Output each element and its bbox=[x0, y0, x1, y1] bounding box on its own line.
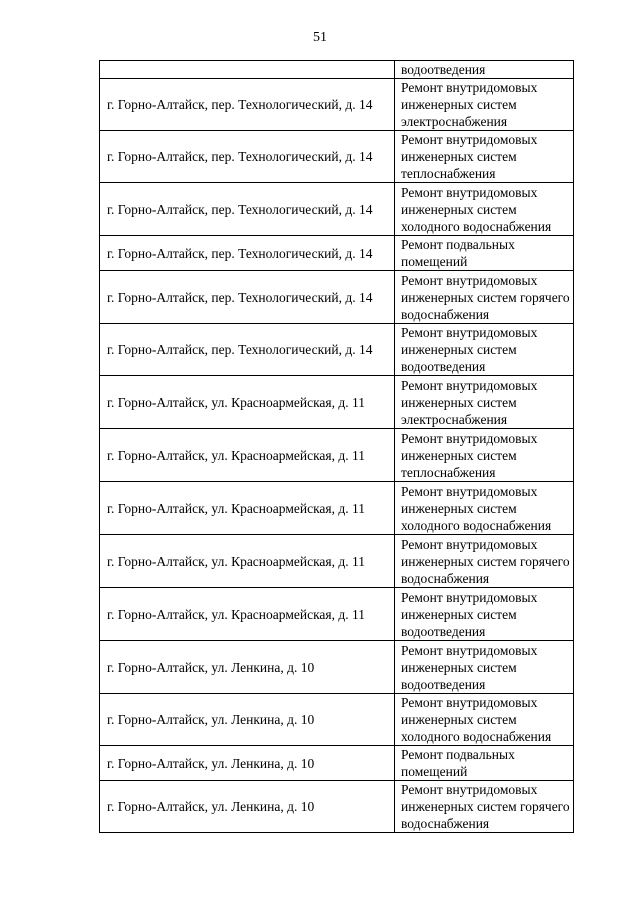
work-cell: Ремонт внутридомовых инженерных систем горячего водоснабжения bbox=[395, 781, 574, 833]
table-row bbox=[100, 131, 574, 183]
address-cell: г. Горно-Алтайск, пер. Технологический, д. 14 bbox=[100, 79, 395, 131]
address-cell: г. Горно-Алтайск, пер. Технологический, д. 14 bbox=[100, 324, 395, 376]
address-cell: г. Горно-Алтайск, ул. Красноармейская, д. 11 bbox=[100, 429, 395, 482]
address-cell: г. Горно-Алтайск, ул. Ленкина, д. 10 bbox=[100, 694, 395, 746]
table-row bbox=[100, 61, 574, 79]
address-cell: г. Горно-Алтайск, пер. Технологический, д. 14 bbox=[100, 236, 395, 271]
table-row bbox=[100, 781, 574, 833]
address-cell: г. Горно-Алтайск, ул. Красноармейская, д. 11 bbox=[100, 482, 395, 535]
table-row bbox=[100, 482, 574, 535]
address-cell: г. Горно-Алтайск, ул. Красноармейская, д. 11 bbox=[100, 535, 395, 588]
table-row bbox=[100, 324, 574, 376]
work-cell: Ремонт внутридомовых инженерных систем теплоснабжения bbox=[395, 131, 574, 183]
table-row bbox=[100, 183, 574, 236]
work-cell: Ремонт внутридомовых инженерных систем холодного водоснабжения bbox=[395, 482, 574, 535]
table-row bbox=[100, 641, 574, 694]
table-row bbox=[100, 376, 574, 429]
work-cell: Ремонт внутридомовых инженерных систем водоотведения bbox=[395, 588, 574, 641]
address-cell bbox=[100, 61, 395, 79]
work-cell: водоотведения bbox=[395, 61, 574, 79]
address-cell: г. Горно-Алтайск, ул. Красноармейская, д. 11 bbox=[100, 376, 395, 429]
address-cell: г. Горно-Алтайск, пер. Технологический, д. 14 bbox=[100, 131, 395, 183]
work-cell: Ремонт внутридомовых инженерных систем водоотведения bbox=[395, 641, 574, 694]
work-cell: Ремонт внутридомовых инженерных систем водоотведения bbox=[395, 324, 574, 376]
work-cell: Ремонт внутридомовых инженерных систем холодного водоснабжения bbox=[395, 694, 574, 746]
table-row bbox=[100, 429, 574, 482]
work-cell: Ремонт внутридомовых инженерных систем теплоснабжения bbox=[395, 429, 574, 482]
work-cell: Ремонт внутридомовых инженерных систем электроснабжения bbox=[395, 79, 574, 131]
work-cell: Ремонт внутридомовых инженерных систем горячего водоснабжения bbox=[395, 535, 574, 588]
table-row bbox=[100, 271, 574, 324]
address-cell: г. Горно-Алтайск, ул. Красноармейская, д. 11 bbox=[100, 588, 395, 641]
table-row bbox=[100, 79, 574, 131]
table-row bbox=[100, 588, 574, 641]
work-cell: Ремонт внутридомовых инженерных систем горячего водоснабжения bbox=[395, 271, 574, 324]
address-cell: г. Горно-Алтайск, ул. Ленкина, д. 10 bbox=[100, 781, 395, 833]
works-table bbox=[99, 60, 574, 833]
work-cell: Ремонт внутридомовых инженерных систем электроснабжения bbox=[395, 376, 574, 429]
table-row bbox=[100, 236, 574, 271]
address-cell: г. Горно-Алтайск, пер. Технологический, д. 14 bbox=[100, 271, 395, 324]
address-cell: г. Горно-Алтайск, ул. Ленкина, д. 10 bbox=[100, 746, 395, 781]
address-cell: г. Горно-Алтайск, ул. Ленкина, д. 10 bbox=[100, 641, 395, 694]
table-row bbox=[100, 746, 574, 781]
address-cell: г. Горно-Алтайск, пер. Технологический, д. 14 bbox=[100, 183, 395, 236]
work-cell: Ремонт внутридомовых инженерных систем холодного водоснабжения bbox=[395, 183, 574, 236]
work-cell: Ремонт подвальных помещений bbox=[395, 746, 574, 781]
table-row bbox=[100, 694, 574, 746]
page-number: 51 bbox=[313, 30, 327, 45]
work-cell: Ремонт подвальных помещений bbox=[395, 236, 574, 271]
table-row bbox=[100, 535, 574, 588]
